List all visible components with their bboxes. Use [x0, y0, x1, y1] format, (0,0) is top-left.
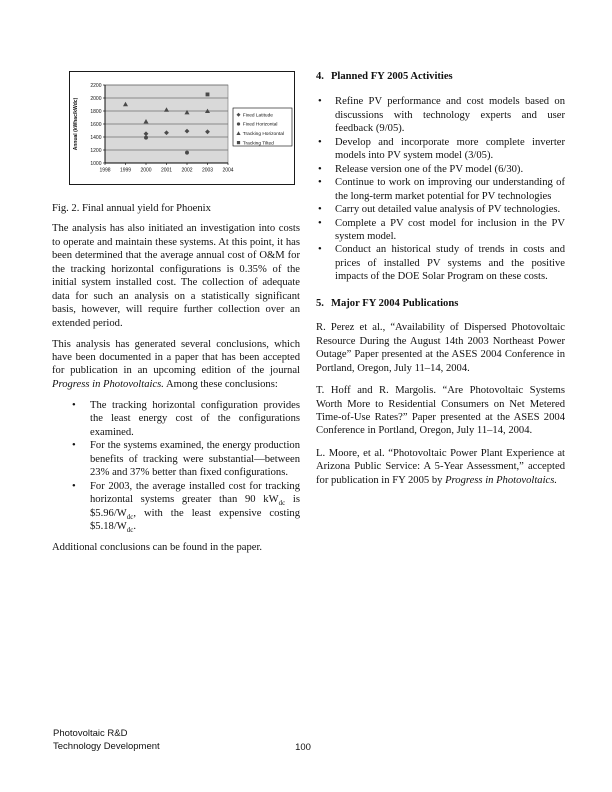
svg-text:2000: 2000: [140, 167, 152, 174]
list-item: [316, 136, 565, 163]
bullet-text: Complete a PV cost model for inclusion in the PV system model.: [335, 217, 565, 242]
bullet-icon: •: [72, 399, 76, 411]
bullet-icon: •: [318, 163, 322, 175]
y-axis-title: Annual (kWhac/kWdc): [73, 97, 79, 151]
figure-2: [69, 71, 295, 185]
svg-text:1600: 1600: [90, 121, 102, 128]
bullet-text: Refine PV performance and cost models based on discussions with technology experts and user feedback (9/05).: [335, 96, 565, 135]
list-item: [52, 480, 300, 534]
paragraph-conclusions-intro: [52, 338, 300, 392]
text-segment: L. Moore, et al. “Photovoltaic Power Plant Experience at Arizona Public Service: A 5-Year Assessment,” accepted for publication in FY 2005 by: [316, 447, 565, 486]
text-segment: This analysis has generated several conclusions, which have been documented in a paper that has been accepted for publication in an upcoming edition of the journal: [52, 338, 300, 377]
svg-text:2001: 2001: [160, 167, 173, 174]
conclusions-list: [52, 399, 300, 534]
svg-text:Tracking Tilted: Tracking Tilted: [242, 141, 274, 147]
subscript-dc: dc: [278, 499, 286, 508]
bullet-text: Carry out detailed value analysis of PV technologies.: [335, 204, 561, 216]
list-item: [316, 163, 565, 176]
svg-text:Tracking Horizontal: Tracking Horizontal: [242, 132, 284, 137]
footer-program-line2: Technology Development: [53, 740, 160, 752]
section-title: Planned FY 2005 Activities: [330, 71, 453, 82]
bullet-text: Continue to work on improving our understanding of the long-term market potential for PV technologies: [335, 177, 565, 202]
bullet-icon: •: [318, 217, 322, 229]
journal-name: Progress in Photovoltaics.: [445, 474, 557, 486]
svg-text:1000: 1000: [90, 160, 102, 167]
svg-text:1800: 1800: [90, 108, 102, 115]
svg-text:2002: 2002: [181, 167, 193, 174]
bullet-text: Conduct an historical study of trends in costs and prices of installed PV systems and the positive impacts of the DOE Solar Program on these costs.: [335, 244, 565, 283]
svg-text:1999: 1999: [119, 167, 132, 174]
list-item: [316, 176, 565, 203]
svg-text:2200: 2200: [90, 82, 102, 89]
text-segment: .: [133, 520, 137, 532]
publication-perez: R. Perez et al., “Availability of Dispersed Photovoltaic Resource During the August 14th 2003 Northeast Power Outage” Paper presented at the ASES 2004 Conference in Portland, Oregon, July 11–14, 2004.: [316, 322, 565, 374]
svg-text:2003: 2003: [201, 167, 214, 174]
bullet-icon: •: [318, 204, 322, 216]
footer-program-line1: Photovoltaic R&D: [53, 728, 128, 739]
publication-hoff: T. Hoff and R. Margolis. “Are Photovoltaic Systems Worth More to Residential Consumers on Net Metered Time-of-Use Rates?” Paper presented at the ASES 2004 Conference in Portland, Oregon, July 11–14, 2004.: [316, 385, 565, 437]
page-number: 100: [295, 742, 311, 753]
text-segment: For 2003, the average installed cost for tracking horizontal systems greater than 90 kW: [90, 480, 300, 506]
svg-text:2004: 2004: [222, 167, 234, 174]
list-item: [52, 439, 300, 479]
bullet-icon: •: [72, 440, 76, 452]
footer: [53, 728, 160, 753]
svg-text:1200: 1200: [90, 147, 102, 154]
bullet-icon: •: [72, 480, 76, 492]
paragraph-additional-conclusions: Additional conclusions can be found in the paper.: [52, 541, 263, 553]
bullet-text: For the systems examined, the energy production benefits of tracking were substantial—between 23% and 37% better than fixed configurations.: [90, 440, 300, 479]
publication-moore: [316, 447, 565, 487]
bullet-icon: •: [318, 244, 322, 256]
section-heading-publications: [316, 297, 565, 310]
list-item: [316, 203, 565, 216]
svg-text:2000: 2000: [90, 95, 102, 102]
chart-legend: [233, 108, 292, 146]
svg-text:1998: 1998: [99, 167, 111, 174]
list-item: [52, 399, 300, 439]
text-segment: is $5.96/W: [90, 494, 300, 519]
list-item: [316, 217, 565, 244]
svg-text:Fixed Horizontal: Fixed Horizontal: [242, 122, 278, 128]
bullet-icon: •: [318, 177, 322, 189]
svg-text:1400: 1400: [90, 134, 102, 141]
bullet-text: [90, 480, 300, 535]
bullet-text: Release version one of the PV model (6/30).: [335, 163, 524, 175]
figure-caption: Fig. 2. Final annual yield for Phoenix: [52, 203, 211, 214]
section-heading-activities: [316, 70, 565, 83]
svg-text:Fixed Latitude: Fixed Latitude: [242, 113, 273, 119]
annual-yield-chart: [70, 72, 294, 184]
x-axis: [99, 163, 233, 174]
subscript-dc: dc: [126, 512, 134, 521]
bullet-icon: •: [318, 96, 322, 108]
series-tracking-tilted: [206, 93, 210, 97]
section-number: 5.: [316, 297, 324, 309]
list-item: [316, 243, 565, 283]
right-column: [316, 70, 565, 496]
subscript-dc: dc: [126, 526, 134, 535]
bullet-text: Develop and incorporate more complete inverter models into PV system model (3/05).: [335, 136, 565, 162]
left-column: [52, 202, 300, 562]
text-segment: , with the least expensive costing $5.18/W: [90, 507, 300, 532]
section-number: 4.: [316, 71, 324, 82]
journal-name: Progress in Photovoltaics.: [52, 378, 164, 390]
activities-list: [316, 95, 565, 283]
list-item: [316, 95, 565, 135]
bullet-text: The tracking horizontal configuration provides the least energy cost of the configurations examined.: [90, 399, 300, 438]
text-segment: Among these conclusions:: [163, 378, 278, 390]
section-title: Major FY 2004 Publications: [330, 297, 459, 309]
bullet-icon: •: [318, 136, 322, 148]
paragraph-om-costs: The analysis has also initiated an investigation into costs to operate and maintain these systems. At this point, it has been determined that the average annual cost of O&M for the tracking horizontal configurations is 0.35% of the initial system installed cost. The collection of adequate data for such an analysis on a statistically significant basis, however, will require further collection over an extended period.: [52, 223, 300, 329]
